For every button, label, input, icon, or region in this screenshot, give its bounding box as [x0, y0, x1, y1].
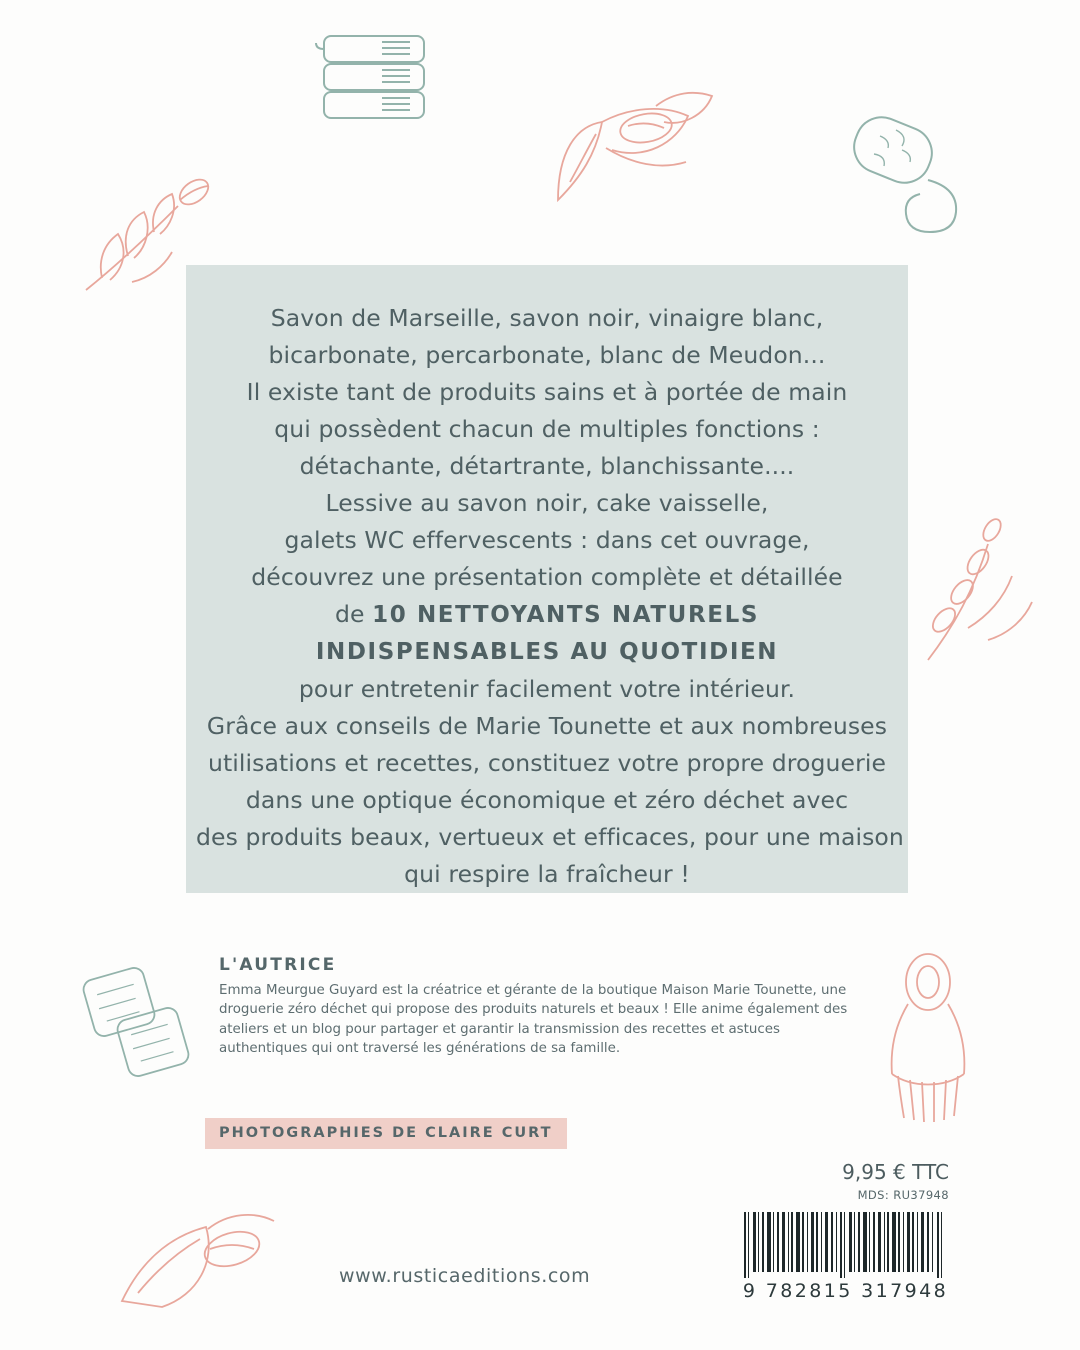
- price-label: 9,95 € TTC: [842, 1160, 949, 1184]
- price-code-label: MDS: RU37948: [857, 1188, 949, 1202]
- photography-credit: PHOTOGRAPHIES DE CLAIRE CURT: [205, 1118, 567, 1149]
- description-line: Savon de Marseille, savon noir, vinaigre blanc,: [270, 304, 824, 332]
- barcode-bars: [742, 1212, 949, 1278]
- author-heading: L'AUTRICE: [219, 955, 337, 975]
- barcode: [742, 1212, 949, 1302]
- description-line: découvrez une présentation complète et détaillée: [251, 563, 843, 591]
- barcode-number: 9 782815 317948: [742, 1280, 949, 1302]
- description-line: des produits beaux, vertueux et efficaces, pour une maison: [196, 823, 904, 851]
- brush-icon: [858, 948, 998, 1128]
- description-line: pour entretenir facilement votre intérieur.: [298, 675, 796, 703]
- description-line: détachante, détartrante, blanchissante....: [299, 452, 795, 480]
- description-text: [196, 300, 904, 893]
- website-url[interactable]: www.rusticaeditions.com: [339, 1265, 591, 1287]
- author-block: [219, 955, 859, 1059]
- description-line: galets WC effervescents : dans cet ouvrage,: [284, 526, 810, 554]
- description-line: utilisations et recettes, constituez votre propre droguerie: [207, 749, 887, 777]
- description-highlight-line-1: [196, 596, 898, 634]
- description-line: Il existe tant de produits sains et à portée de main: [246, 378, 848, 406]
- author-bio: Emma Meurgue Guyard est la créatrice et gérante de la boutique Maison Marie Tounette, une droguerie zéro déchet qui propose des produits naturels et beaux ! Elle anime également des ateliers et un blog pour partager et garantir la transmission des recettes et astuces authentiques qui ont traversé les générations de sa famille.: [219, 983, 848, 1057]
- description-line: qui respire la fraîcheur !: [404, 860, 690, 888]
- highlight-text: 10 NETTOYANTS NATURELS: [372, 602, 759, 628]
- leaf-sprig-icon: [536, 82, 726, 212]
- pink-leaf-icon: [112, 1205, 282, 1325]
- description-line: dans une optique économique et zéro déchet avec: [245, 786, 849, 814]
- folded-towels-icon: [310, 28, 440, 133]
- soap-bar-icon: [840, 110, 990, 240]
- description-line: bicarbonate, percarbonate, blanc de Meudon...: [268, 341, 826, 369]
- soap-flakes-icon: [66, 955, 216, 1090]
- pink-wheat-sprig-icon: [908, 500, 1048, 670]
- description-line: Grâce aux conseils de Marie Tounette et aux nombreuses: [206, 712, 888, 740]
- description-line: qui possèdent chacun de multiples fonctions :: [274, 415, 820, 443]
- highlight-prefix: de: [334, 600, 373, 628]
- description-highlight-line-2: INDISPENSABLES AU QUOTIDIEN: [315, 639, 779, 665]
- description-line: Lessive au savon noir, cake vaisselle,: [325, 489, 769, 517]
